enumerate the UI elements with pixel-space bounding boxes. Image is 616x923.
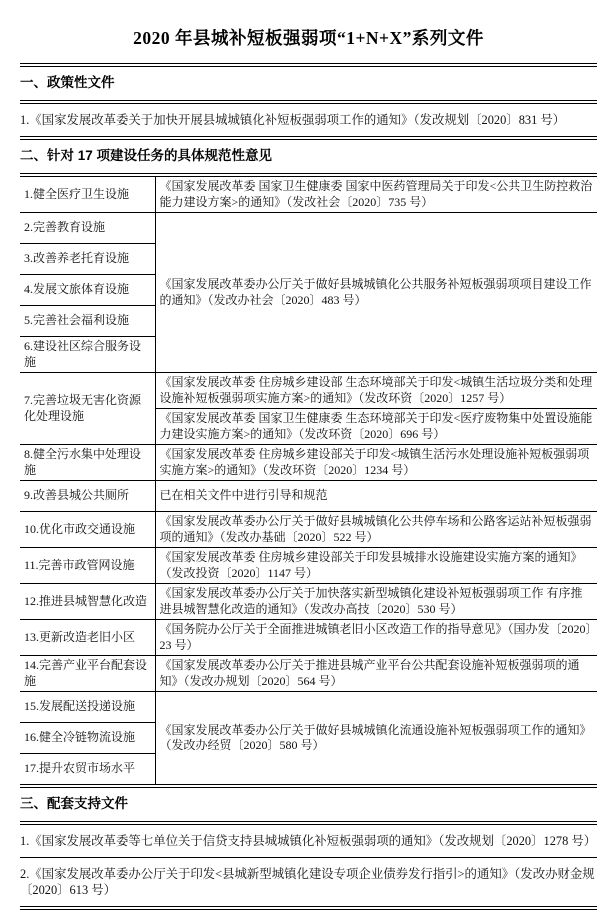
document-cell: 《国务院办公厅关于全面推进城镇老旧小区改造工作的指导意见》（国办发〔2020〕23 号）: [155, 620, 597, 656]
document-cell: 《国家发展改革委 国家卫生健康委 国家中医药管理局关于印发<公共卫生防控救治能力建设方案>的通知》（发改社会〔2020〕735 号）: [155, 175, 597, 213]
task-cell: 8.健全污水集中处理设施: [20, 445, 155, 481]
task-cell: 4.发展文旅体育设施: [20, 275, 155, 306]
document-cell: 《国家发展改革委办公厅关于推进县城产业平台公共配套设施补短板强弱项的通知》（发改办规划〔2020〕564 号）: [155, 656, 597, 692]
table-row: [20, 620, 597, 656]
section-2-heading: 二、针对 17 项建设任务的具体规范性意见: [20, 148, 273, 163]
table-row: [20, 584, 597, 620]
section-1-item: 1.《国家发展改革委关于加快开展县城城镇化补短板强弱项工作的通知》（发改规划〔2020〕831 号）: [20, 113, 566, 127]
task-cell: 9.改善县城公共厕所: [20, 481, 155, 512]
table-row: [20, 445, 597, 481]
task-cell: 5.完善社会福利设施: [20, 306, 155, 337]
task-cell: 6.建设社区综合服务设施: [20, 337, 155, 373]
section-3-item: 2.《国家发展改革委办公厅关于印发<县城新型城镇化建设专项企业债券发行指引>的通知》（发改办财金规〔2020〕613 号）: [20, 867, 595, 897]
task-cell: 17.提升农贸市场水平: [20, 754, 155, 787]
document-title: 2020 年县城补短板强弱项“1+N+X”系列文件: [133, 28, 484, 48]
table-row: [20, 213, 597, 244]
task-cell: 3.改善养老托育设施: [20, 244, 155, 275]
task-cell: 12.推进县城智慧化改造: [20, 584, 155, 620]
section-3-heading: 三、配套支持文件: [20, 796, 128, 811]
document-cell: 《国家发展改革委办公厅关于做好县城城镇化公共服务补短板强弱项项目建设工作的通知》（发改办社会〔2020〕483 号）: [155, 213, 597, 373]
section-divider: [20, 906, 597, 910]
task-cell: 14.完善产业平台配套设施: [20, 656, 155, 692]
task-cell: 16.健全冷链物流设施: [20, 723, 155, 754]
task-cell: 2.完善教育设施: [20, 213, 155, 244]
document-cell: 《国家发展改革委 国家卫生健康委 生态环境部关于印发<医疗废物集中处置设施能力建设实施方案>的通知》（发改环资〔2020〕696 号）: [155, 409, 597, 445]
section-1-heading: 一、政策性文件: [20, 75, 115, 90]
task-document-table: [20, 173, 597, 788]
task-cell: 11.完善市政管网设施: [20, 548, 155, 584]
table-row: [20, 512, 597, 548]
table-row: [20, 548, 597, 584]
document-cell: 《国家发展改革委办公厅关于做好县城城镇化公共停车场和公路客运站补短板强弱项的通知》（发改办基础〔2020〕522 号）: [155, 512, 597, 548]
document-cell: 《国家发展改革委办公厅关于加快落实新型城镇化建设补短板强弱项工作 有序推进县城智慧化改造的通知》（发改办高技〔2020〕530 号）: [155, 584, 597, 620]
task-cell: 10.优化市政交通设施: [20, 512, 155, 548]
section-3-item: 1.《国家发展改革委等七单位关于信贷支持县城城镇化补短板强弱项的通知》（发改规划〔2020〕1278 号）: [20, 834, 597, 848]
task-cell: 15.发展配送投递设施: [20, 692, 155, 723]
document-cell: 《国家发展改革委 住房城乡建设部关于印发<城镇生活污水处理设施补短板强弱项实施方案>的通知》（发改环资〔2020〕1234 号）: [155, 445, 597, 481]
task-cell: 13.更新改造老旧小区: [20, 620, 155, 656]
table-row: [20, 175, 597, 213]
task-cell: 7.完善垃圾无害化资源化处理设施: [20, 373, 155, 445]
document-cell: 《国家发展改革委办公厅关于做好县城城镇化流通设施补短板强弱项工作的通知》（发改办经贸〔2020〕580 号）: [155, 692, 597, 787]
table-row: [20, 656, 597, 692]
table-row: [20, 481, 597, 512]
document-cell: 《国家发展改革委 住房城乡建设部关于印发县城排水设施建设实施方案的通知》（发改投资〔2020〕1147 号）: [155, 548, 597, 584]
task-cell: 1.健全医疗卫生设施: [20, 175, 155, 213]
table-row: [20, 373, 597, 409]
document-cell: 《国家发展改革委 住房城乡建设部 生态环境部关于印发<城镇生活垃圾分类和处理设施补短板强弱项实施方案>的通知》（发改环资〔2020〕1257 号）: [155, 373, 597, 409]
document-cell: 已在相关文件中进行引导和规范: [155, 481, 597, 512]
table-row: [20, 692, 597, 723]
